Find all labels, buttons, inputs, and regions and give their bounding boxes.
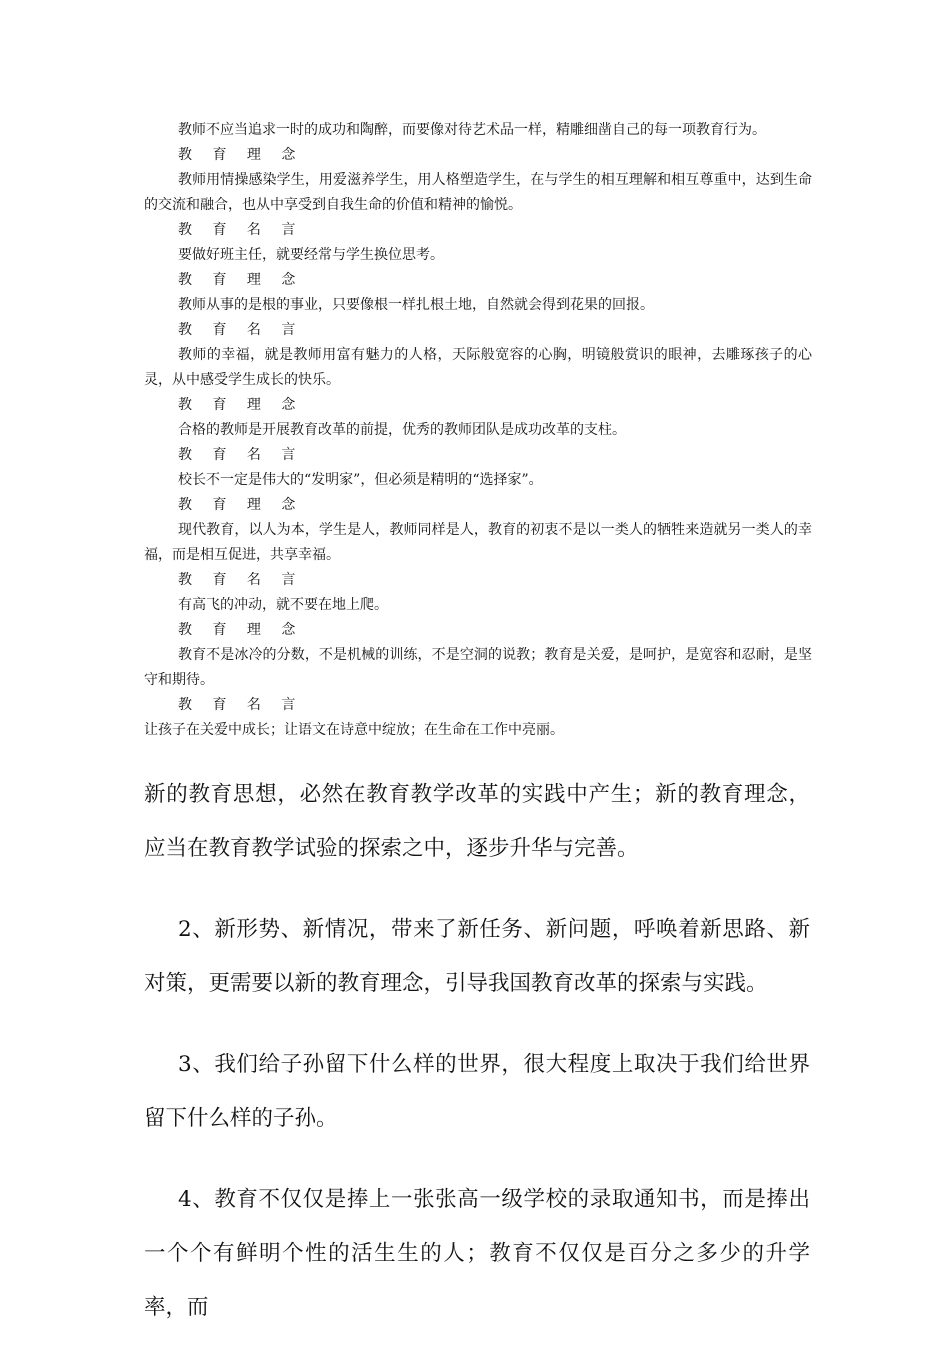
section-heading: 教 育 理 念	[178, 397, 304, 413]
quote-paragraph: 教师的幸福，就是教师用富有魅力的人格，天际般宽容的心胸，明镜般赏识的眼神，去雕琢孩子的心灵，从中感受学生成长的快乐。	[144, 347, 812, 388]
quote-paragraph: 合格的教师是开展教育改革的前提，优秀的教师团队是成功改革的支柱。	[178, 422, 626, 438]
section-heading: 教 育 理 念	[178, 497, 304, 513]
quote-paragraph: 校长不一定是伟大的“发明家”，但必须是精明的“选择家”。	[178, 472, 543, 488]
section-heading: 教 育 理 念	[178, 272, 304, 288]
section-heading: 教 育 名 言	[178, 322, 304, 338]
section-heading: 教 育 名 言	[178, 697, 304, 713]
quote-paragraph: 要做好班主任，就要经常与学生换位思考。	[178, 247, 444, 263]
statement-paragraph: 4、教育不仅仅是捧上一张张高一级学校的录取通知书，而是捧出一个个有鲜明个性的活生生的人；教育不仅仅是百分之多少的升学率，而	[144, 1187, 810, 1320]
numbered-statements-section	[144, 768, 810, 1362]
section-heading: 教 育 名 言	[178, 447, 304, 463]
quote-paragraph: 有高飞的冲动，就不要在地上爬。	[178, 597, 388, 613]
section-heading: 教 育 理 念	[178, 622, 304, 638]
section-heading: 教 育 理 念	[178, 147, 304, 163]
quote-paragraph: 让孩子在关爱中成长；让语文在诗意中绽放；在生命在工作中亮丽。	[144, 722, 564, 738]
statement-paragraph: 2、新形势、新情况，带来了新任务、新问题，呼唤着新思路、新对策，更需要以新的教育理念，引导我国教育改革的探索与实践。	[144, 917, 810, 996]
statement-paragraph: 新的教育思想，必然在教育教学改革的实践中产生；新的教育理念，应当在教育教学试验的探索之中，逐步升华与完善。	[144, 782, 810, 861]
quote-paragraph: 现代教育，以人为本，学生是人，教师同样是人，教育的初衷不是以一类人的牺牲来造就另一类人的幸福，而是相互促进，共享幸福。	[144, 522, 812, 563]
quote-paragraph: 教师从事的是根的事业，只要像根一样扎根土地，自然就会得到花果的回报。	[178, 297, 654, 313]
quote-paragraph: 教育不是冰冷的分数，不是机械的训练，不是空洞的说教；教育是关爱，是呵护，是宽容和忍耐，是坚守和期待。	[144, 647, 812, 688]
section-heading: 教 育 名 言	[178, 222, 304, 238]
quote-paragraph: 教师不应当追求一时的成功和陶醉，而要像对待艺术品一样，精雕细凿自己的每一项教育行为。	[178, 122, 766, 138]
section-heading: 教 育 名 言	[178, 572, 304, 588]
quote-paragraph: 教师用情操感染学生，用爱滋养学生，用人格塑造学生，在与学生的相互理解和相互尊重中，达到生命的交流和融合，也从中享受到自我生命的价值和精神的愉悦。	[144, 172, 812, 213]
education-quotes-section	[144, 118, 812, 743]
statement-paragraph: 3、我们给子孙留下什么样的世界，很大程度上取决于我们给世界留下什么样的子孙。	[144, 1052, 810, 1131]
